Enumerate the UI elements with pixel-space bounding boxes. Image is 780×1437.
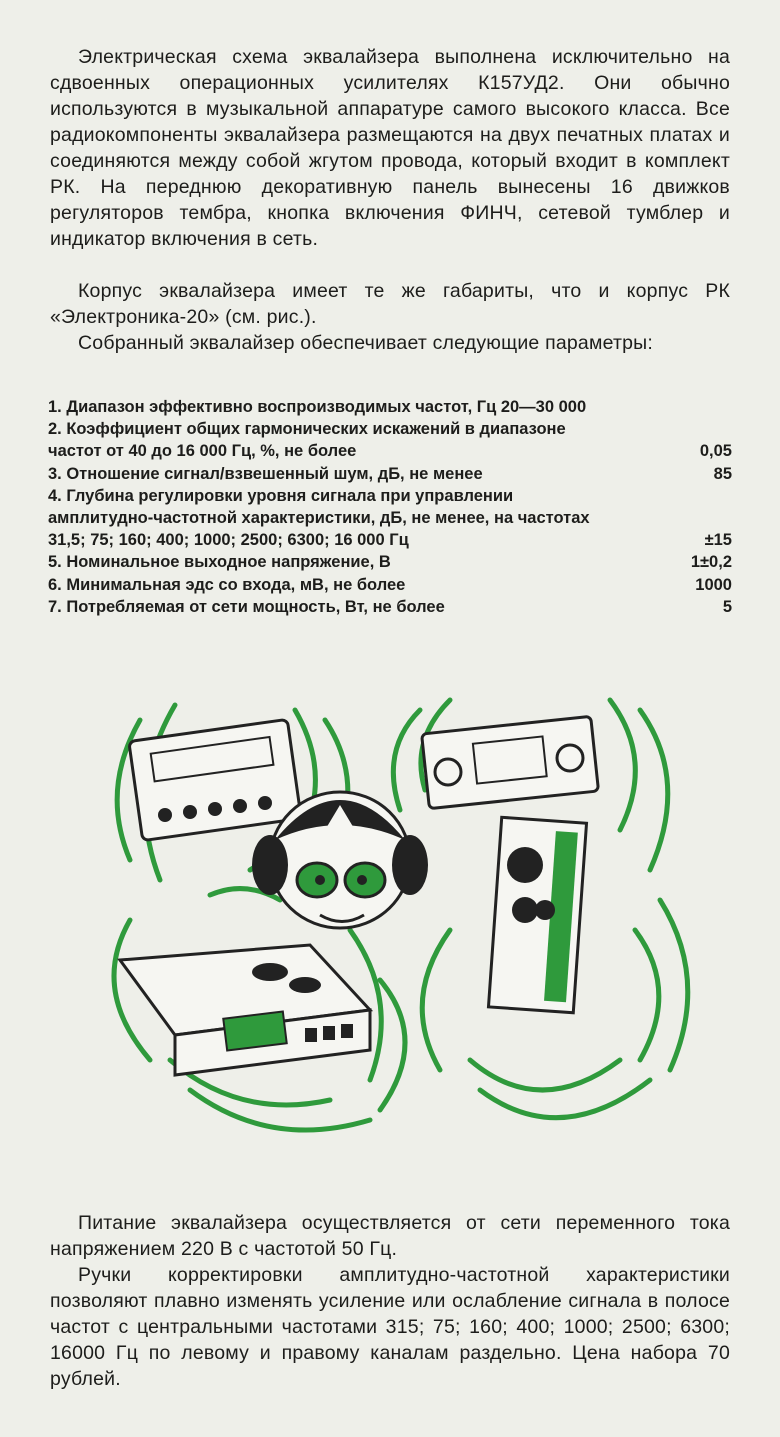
sound-wave — [640, 710, 668, 870]
spec-value: ±15 — [704, 531, 732, 550]
spec-value: 85 — [713, 464, 732, 483]
sound-wave — [393, 710, 420, 810]
spec-value: 0,05 — [699, 442, 732, 461]
sound-wave — [610, 700, 635, 830]
spec-text: амплитудно-частотной характеристики, дБ, не менее, на частотах — [48, 509, 590, 528]
device-speaker-column — [488, 817, 586, 1012]
spec-text: 7. Потребляемая от сети мощность, Вт, не более — [48, 597, 445, 616]
illustration-audio-devices — [80, 680, 720, 1160]
spec-text: 31,5; 75; 160; 400; 1000; 2500; 6300; 16 000 Гц — [48, 531, 409, 550]
spec-text: частот от 40 до 16 000 Гц, %, не более — [48, 442, 357, 461]
spec-item-4 — [48, 529, 732, 551]
spec-text: 1. Диапазон эффективно воспроизводимых частот, Гц 20—30 000 — [48, 398, 587, 416]
spec-text: 3. Отношение сигнал/взвешенный шум, дБ, не менее — [48, 464, 483, 483]
spec-text: 5. Номинальное выходное напряжение, В — [48, 553, 391, 572]
spec-item-7 — [48, 596, 732, 618]
paragraph-params-intro: Собранный эквалайзер обеспечивает следующие параметры: — [78, 332, 653, 354]
illustration-drawing — [80, 680, 720, 1160]
spec-text: 4. Глубина регулировки уровня сигнала при управлении — [48, 486, 514, 505]
spec-item-4-line1 — [48, 485, 732, 507]
paragraph-controls-price: Ручки корректировки амплитудно-частотной характеристики позволяют плавно изменять усиление или ослабление сигнала в полосе частот с центральными частотами 315; 75; 160; 400; 1000; 2500; 6300; 16000 Гц по левому и правому каналам раздельно. Цена набора 70 рублей. — [50, 1264, 730, 1390]
spec-item-2-line1 — [48, 418, 732, 440]
sound-wave — [635, 930, 659, 1060]
spec-value: 1±0,2 — [690, 553, 732, 572]
spec-list — [48, 396, 732, 618]
spec-item-5 — [48, 551, 732, 573]
spec-item-4-line2 — [48, 507, 732, 529]
sound-wave — [190, 1090, 370, 1130]
spec-value: 1000 — [695, 575, 732, 594]
sound-wave — [660, 900, 688, 1070]
device-cassette-player-bottom — [120, 945, 370, 1075]
spec-item-2 — [48, 440, 732, 462]
spec-item-6 — [48, 574, 732, 596]
paragraph-description: Электрическая схема эквалайзера выполнена исключительно на сдвоенных операционных усилителях К157УД2. Они обычно используются в музыкальной аппаратуре самого высокого класса. Все радиокомпоненты эквалайзера размещаются на двух печатных платах и соединяются между собой жгутом провода, который входит в комплект РК. На переднюю декоративную панель вынесены 16 движков регуляторов тембра, кнопка включения ФИНЧ, сетевой тумблер и индикатор включения в сеть. — [50, 46, 730, 250]
spec-text: 2. Коэффициент общих гармонических искажений в диапазоне — [48, 420, 566, 439]
spec-text: 6. Минимальная эдс со входа, мВ, не более — [48, 575, 406, 594]
spec-item-3 — [48, 463, 732, 485]
paragraph-power: Питание эквалайзера осуществляется от сети переменного тока напряжением 220 В с частотой 50 Гц. — [50, 1212, 730, 1260]
sound-wave — [422, 930, 450, 1070]
spec-value: 5 — [722, 597, 732, 616]
spec-item-1 — [48, 396, 732, 418]
paragraph-case: Корпус эквалайзера имеет те же габариты, что и корпус РК «Электроника-20» (см. рис.). — [50, 280, 730, 328]
sound-wave — [380, 980, 405, 1110]
device-tape-recorder-left — [129, 719, 301, 840]
device-cassette-deck-right — [422, 716, 599, 808]
sound-wave — [470, 1060, 620, 1090]
